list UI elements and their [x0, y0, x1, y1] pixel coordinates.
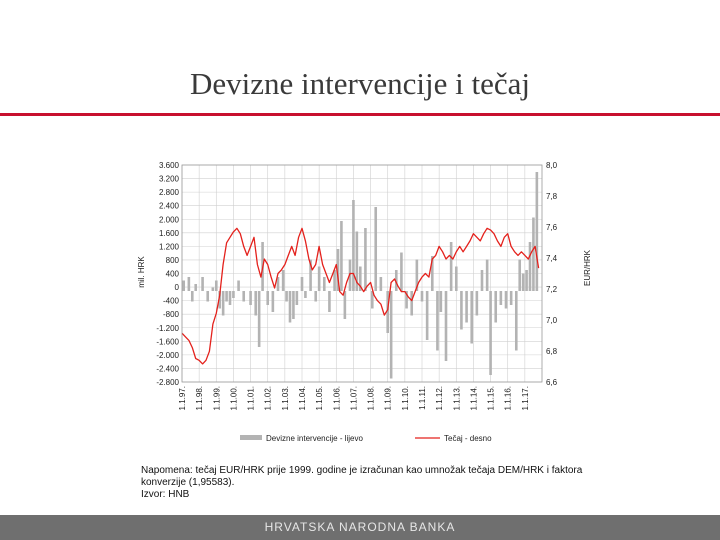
x-tick-label: 1.1.03.: [280, 386, 290, 411]
intervention-bar: [421, 291, 424, 302]
intervention-bar: [191, 291, 194, 302]
intervention-bar: [532, 218, 535, 292]
intervention-bar: [380, 277, 383, 291]
intervention-bar: [237, 281, 240, 292]
y-right-tick-label: 7,0: [546, 316, 558, 325]
intervention-bar: [536, 172, 539, 291]
intervention-bar: [455, 267, 458, 292]
y-left-tick-label: 400: [165, 269, 179, 279]
intervention-bar: [323, 277, 326, 291]
intervention-bar: [465, 291, 468, 323]
intervention-bar: [445, 291, 448, 361]
intervention-bar: [450, 242, 453, 291]
y-right-tick-label: 6,6: [546, 378, 558, 387]
intervention-bar: [426, 291, 429, 340]
intervention-bar: [318, 267, 321, 292]
intervention-bar: [201, 277, 204, 291]
note-line-1: Napomena: tečaj EUR/HRK prije 1999. godine je izračunan kao umnožak tečaja DEM/HRK i faktora: [141, 465, 583, 476]
intervention-bar: [266, 291, 269, 305]
x-tick-label: 1.1.10.: [400, 386, 410, 411]
legend: [240, 434, 492, 443]
y-right-tick-label: 7,2: [546, 285, 558, 294]
intervention-bar: [525, 270, 528, 291]
intervention-bar: [222, 291, 225, 316]
y-left-tick-label: 2.400: [158, 201, 179, 211]
y-right-tick-label: 6,8: [546, 347, 558, 356]
y-left-tick-label: 1.200: [158, 242, 179, 252]
x-tick-label: 1.1.12.: [435, 386, 445, 411]
y-left-tick-label: 2.800: [158, 188, 179, 198]
intervention-bar: [505, 291, 508, 309]
intervention-bar: [460, 291, 463, 330]
intervention-bar: [436, 291, 439, 351]
y-left-tick-label: 3.200: [158, 174, 179, 184]
y-left-tick-label: -400: [162, 296, 179, 306]
x-tick-label: 1.1.98.: [195, 386, 205, 411]
x-tick-label: 1.1.07.: [349, 386, 359, 411]
intervention-bar: [229, 291, 232, 305]
intervention-bar: [410, 291, 413, 316]
intervention-bar: [258, 291, 261, 347]
footer-bar: [0, 515, 720, 540]
y-left-tick-label: 2.000: [158, 215, 179, 225]
intervention-bar: [182, 281, 185, 292]
intervention-bar: [232, 291, 235, 298]
intervention-bar: [374, 207, 377, 291]
y-axis-left-title: mil. HRK: [137, 256, 146, 288]
chart-note: [141, 465, 601, 501]
intervention-bar: [194, 284, 197, 291]
title-rule: [0, 113, 720, 116]
x-tick-label: 1.1.16.: [503, 386, 513, 411]
intervention-bar: [522, 274, 525, 292]
x-tick-label: 1.1.00.: [229, 386, 239, 411]
intervention-bar: [500, 291, 503, 305]
x-tick-label: 1.1.99.: [212, 386, 222, 411]
intervention-bar: [486, 260, 489, 292]
intervention-bar: [510, 291, 513, 305]
y-left-tick-label: -2.800: [156, 378, 179, 387]
intervention-bar: [518, 260, 521, 292]
intervention-bar: [249, 291, 252, 305]
y-left-tick-label: 0: [174, 283, 179, 293]
x-tick-label: 1.1.04.: [298, 386, 307, 411]
intervention-bar: [344, 291, 347, 319]
y-left-tick-label: -2.000: [156, 350, 179, 360]
intervention-bar: [289, 291, 292, 323]
intervention-bar: [292, 291, 295, 319]
intervention-exchange-rate-chart: [130, 150, 592, 450]
y-right-tick-label: 8,0: [546, 161, 558, 170]
x-tick-label: 1.1.02.: [263, 386, 273, 411]
source-line: Izvor: HNB: [141, 489, 190, 500]
x-tick-label: 1.1.01.: [246, 386, 256, 411]
x-tick-label: 1.1.15.: [486, 386, 496, 411]
intervention-bar: [340, 221, 343, 291]
intervention-bar: [215, 281, 218, 292]
intervention-bars: [182, 172, 538, 379]
intervention-bar: [304, 291, 307, 298]
y-left-tick-label: 3.600: [158, 161, 179, 170]
intervention-bar: [515, 291, 518, 351]
intervention-bar: [272, 291, 275, 312]
exchange-rate-line: [182, 228, 539, 364]
intervention-bar: [470, 291, 473, 344]
y-right-tick-label: 7,4: [546, 254, 558, 263]
x-tick-label: 1.1.97.: [178, 386, 187, 411]
intervention-bar: [206, 291, 209, 302]
intervention-bar: [390, 291, 393, 379]
footer-brand: HRVATSKA NARODNA BANKA: [264, 520, 456, 534]
y-right-tick-label: 7,6: [546, 223, 558, 232]
intervention-bar: [285, 291, 288, 302]
intervention-bar: [301, 277, 304, 291]
intervention-bar: [494, 291, 497, 323]
intervention-bar: [296, 291, 299, 305]
intervention-bar: [400, 253, 403, 292]
intervention-bar: [188, 277, 191, 291]
y-left-tick-label: 800: [165, 255, 179, 265]
y-axis-right-title: EUR/HRK: [583, 249, 592, 287]
intervention-bar: [440, 291, 443, 312]
y-left-tick-label: 1.600: [158, 228, 179, 238]
y-left-tick-label: -2.400: [156, 364, 179, 374]
intervention-bar: [212, 288, 215, 292]
intervention-bar: [242, 291, 245, 302]
intervention-bar: [476, 291, 479, 316]
x-tick-label: 1.1.17.: [520, 386, 530, 411]
y-left-tick-label: -800: [162, 310, 179, 320]
x-tick-label: 1.1.09.: [383, 386, 393, 411]
y-right-tick-label: 7,8: [546, 192, 558, 201]
x-tick-label: 1.1.05.: [315, 386, 325, 411]
intervention-bar: [314, 291, 317, 302]
y-left-tick-label: -1.200: [156, 323, 179, 333]
x-tick-label: 1.1.11.: [418, 386, 427, 410]
legend-swatch-bars: [240, 435, 262, 440]
x-tick-label: 1.1.06.: [332, 386, 342, 411]
x-tick-label: 1.1.13.: [452, 386, 462, 411]
intervention-bar: [254, 291, 257, 316]
intervention-bar: [481, 270, 484, 291]
intervention-bar: [364, 228, 367, 291]
intervention-bar: [225, 291, 228, 302]
intervention-bar: [282, 270, 285, 291]
intervention-bar: [328, 291, 331, 312]
legend-label-bars: Devizne intervencije - lijevo: [266, 434, 363, 443]
intervention-bar: [529, 242, 532, 291]
y-left-tick-label: -1.600: [156, 337, 179, 347]
x-tick-label: 1.1.08.: [366, 386, 376, 411]
intervention-bar: [489, 291, 492, 375]
slide-title: Devizne intervencije i tečaj: [190, 66, 530, 101]
exchange-rate-path: [182, 228, 539, 364]
note-line-2: konverzije (1,95583).: [141, 477, 235, 488]
x-tick-label: 1.1.14.: [469, 386, 479, 411]
legend-label-line: Tečaj - desno: [444, 434, 492, 443]
